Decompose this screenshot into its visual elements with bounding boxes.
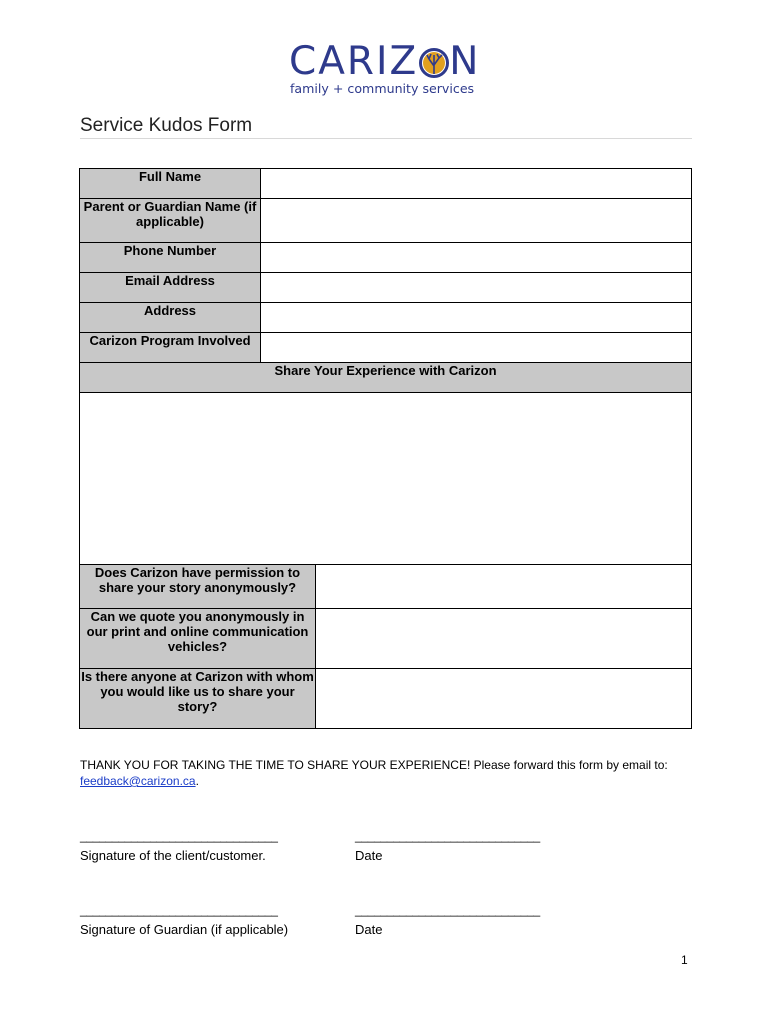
quote-answer-field[interactable] [316, 609, 692, 669]
email-label: Email Address [80, 273, 261, 303]
client-signature-label: Signature of the client/customer. [80, 848, 266, 863]
date-line-1[interactable]: _____________________________ [355, 829, 540, 843]
page-number: 1 [681, 953, 688, 967]
row-address [80, 303, 692, 333]
full-name-field[interactable] [261, 169, 692, 199]
row-phone [80, 243, 692, 273]
phone-field[interactable] [261, 243, 692, 273]
logo-tagline: family + community services [290, 81, 475, 96]
address-field[interactable] [261, 303, 692, 333]
row-email [80, 273, 692, 303]
row-share-with [80, 669, 692, 729]
row-quote [80, 609, 692, 669]
thank-you-text: THANK YOU FOR TAKING THE TIME TO SHARE YOUR EXPERIENCE! Please forward this form by email to: [80, 758, 668, 772]
program-field[interactable] [261, 333, 692, 363]
thank-you-note [80, 757, 680, 789]
date-line-2[interactable]: _____________________________ [355, 903, 540, 917]
date-label-2: Date [355, 922, 383, 937]
title-divider [80, 138, 692, 139]
row-permission [80, 565, 692, 609]
row-experience [80, 393, 692, 565]
phone-label: Phone Number [80, 243, 261, 273]
date-label-1: Date [355, 848, 383, 863]
row-full-name [80, 169, 692, 199]
thank-you-end: . [195, 774, 199, 788]
program-label: Carizon Program Involved [80, 333, 261, 363]
address-label: Address [80, 303, 261, 333]
carizon-logo [289, 40, 489, 102]
guardian-signature-label: Signature of Guardian (if applicable) [80, 922, 289, 937]
form-title: Service Kudos Form [80, 115, 253, 136]
guardian-signature-line[interactable]: _______________________________ [80, 903, 278, 917]
share-with-answer-field[interactable] [316, 669, 692, 729]
experience-textarea[interactable] [80, 393, 692, 565]
permission-answer-field[interactable] [316, 565, 692, 609]
feedback-email-link[interactable]: feedback@carizon.ca [80, 774, 196, 788]
quote-question: Can we quote you anonymously in our print and online communication vehicles? [80, 609, 316, 669]
parent-guardian-field[interactable] [261, 199, 692, 243]
experience-header: Share Your Experience with Carizon [80, 363, 692, 393]
tree-icon [419, 46, 449, 80]
permission-question: Does Carizon have permission to share your story anonymously? [80, 565, 316, 609]
email-field[interactable] [261, 273, 692, 303]
share-with-question: Is there anyone at Carizon with whom you would like us to share your story? [80, 669, 316, 729]
contact-info-table [79, 168, 692, 565]
row-program [80, 333, 692, 363]
parent-guardian-label: Parent or Guardian Name (if applicable) [80, 199, 261, 243]
row-experience-header [80, 363, 692, 393]
client-signature-line[interactable]: _______________________________ [80, 829, 278, 843]
permissions-table [79, 564, 692, 729]
logo-wordmark: CARIZ N [289, 39, 481, 84]
row-parent-guardian [80, 199, 692, 243]
full-name-label: Full Name [80, 169, 261, 199]
